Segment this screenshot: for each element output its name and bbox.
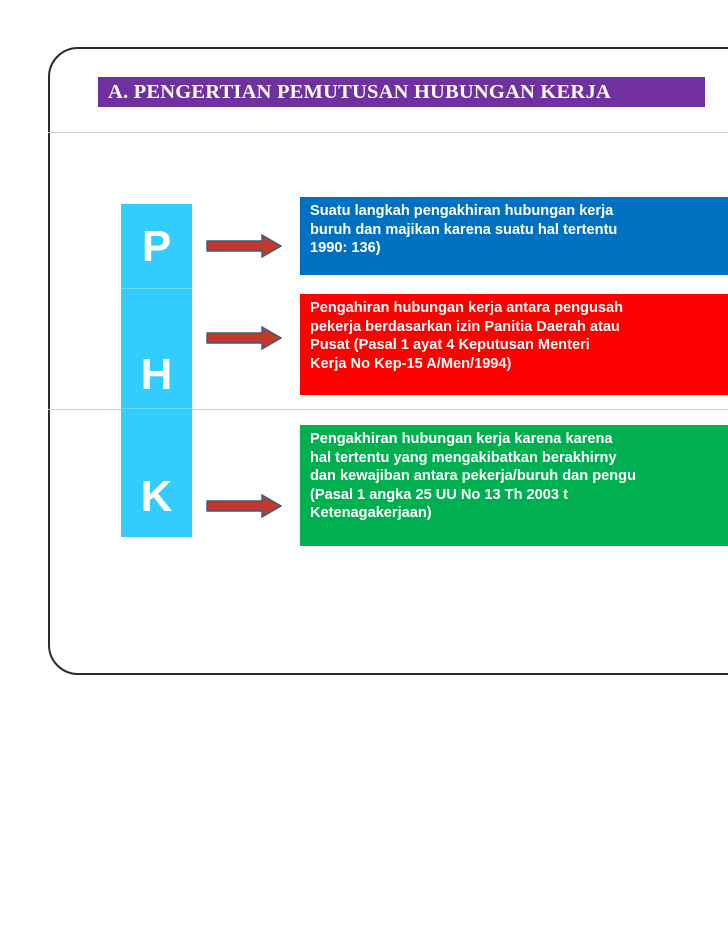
right-arrow-icon bbox=[206, 234, 282, 258]
definition-box-green bbox=[300, 425, 728, 546]
letter-separator bbox=[121, 288, 192, 289]
definition-line: (Pasal 1 angka 25 UU No 13 Th 2003 t bbox=[310, 486, 568, 503]
definition-line: Pengakhiran hubungan kerja karena karena bbox=[310, 431, 613, 447]
definition-line: hal tertentu yang mengakibatkan berakhirny bbox=[310, 449, 617, 466]
definition-line: Pusat (Pasal 1 ayat 4 Keputusan Menteri bbox=[310, 337, 590, 354]
letter-k: K bbox=[140, 472, 173, 521]
definition-box-blue bbox=[300, 197, 728, 275]
letter-separator bbox=[121, 408, 192, 409]
definition-line: Pengahiran hubungan kerja antara pengusah bbox=[310, 300, 624, 316]
right-arrow-icon bbox=[206, 326, 282, 350]
definition-line: pekerja berdasarkan izin Panitia Daerah atau bbox=[310, 318, 620, 335]
definition-line: Suatu langkah pengakhiran hubungan kerja bbox=[310, 203, 614, 219]
definition-line: Kerja No Kep-15 A/Men/1994) bbox=[310, 355, 512, 372]
letter-h: H bbox=[140, 350, 173, 399]
definition-line: Ketenagakerjaan) bbox=[310, 505, 432, 522]
definition-line: 1990: 136) bbox=[310, 240, 381, 257]
slide-title: A. PENGERTIAN PEMUTUSAN HUBUNGAN KERJA bbox=[108, 80, 611, 103]
definition-line: dan kewajiban antara pekerja/buruh dan pengu bbox=[310, 468, 637, 485]
right-arrow-icon bbox=[206, 494, 282, 518]
definition-line: buruh dan majikan karena suatu hal tertentu bbox=[310, 221, 618, 238]
title-bar bbox=[98, 77, 705, 107]
definition-box-red bbox=[300, 294, 728, 395]
phk-letter-column bbox=[121, 204, 192, 537]
divider-line bbox=[48, 132, 728, 133]
letter-p: P bbox=[141, 222, 172, 271]
